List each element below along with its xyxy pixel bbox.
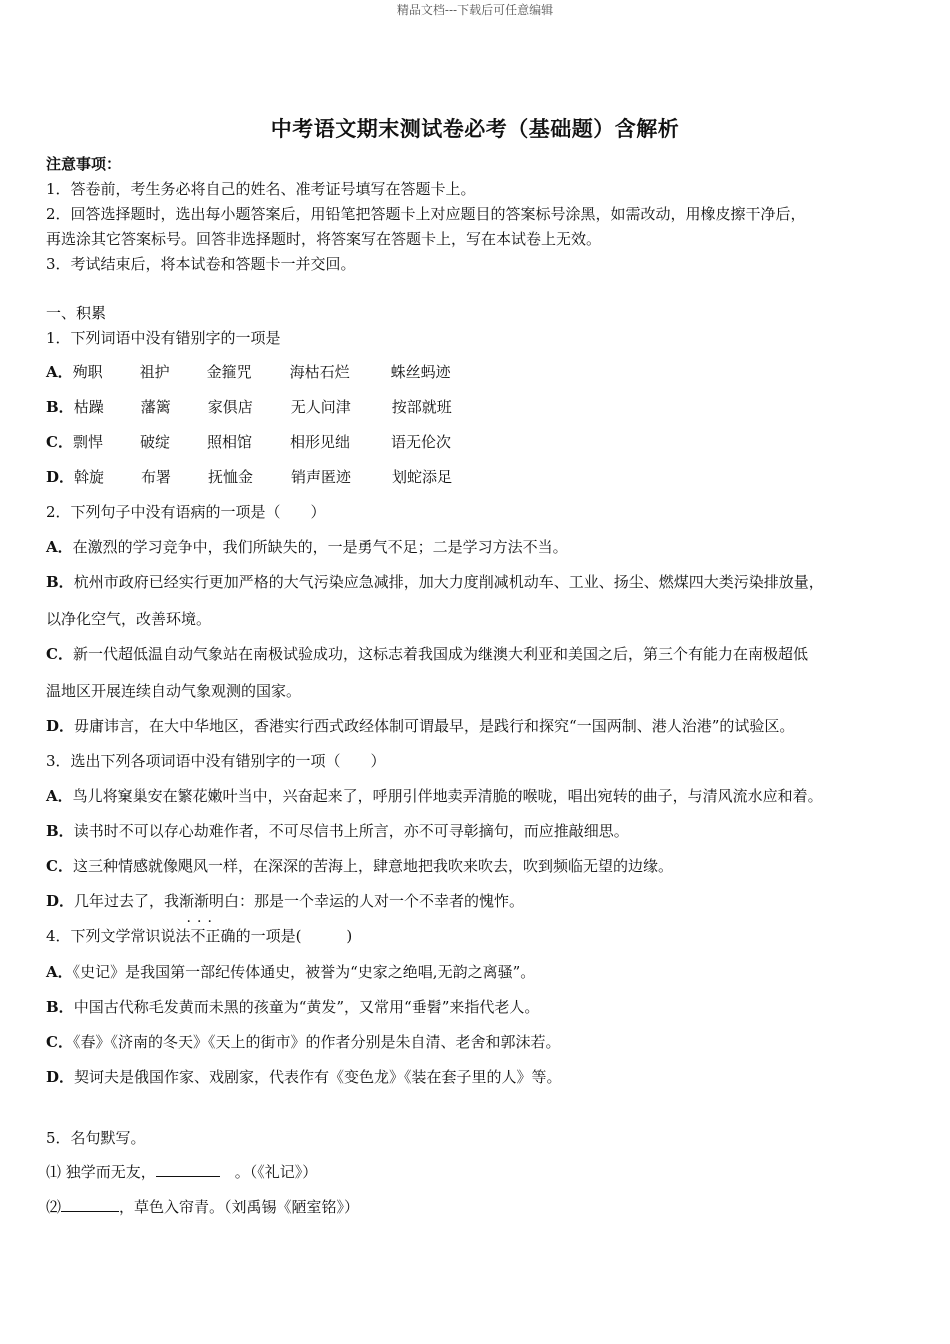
- option-word: 按部就班: [391, 398, 452, 416]
- q1-option-row: [46, 432, 910, 452]
- q2-stem: 2．下列句子中没有语病的一项是（ ）: [46, 503, 326, 521]
- notice-item: 3．考试结束后，将本试卷和答题卡一并交回。: [46, 255, 356, 273]
- q3-option-b: [46, 821, 910, 841]
- option-letter: B．: [46, 398, 74, 416]
- option-letter: D．: [46, 468, 75, 486]
- q2-option-b: [46, 572, 910, 592]
- q4-option-b: [46, 997, 910, 1017]
- q1-option-row: [46, 397, 910, 417]
- option-text: 几年过去了，我渐渐明白：那是一个幸运的人对一个不幸者的愧怍。: [74, 892, 525, 910]
- header-note: 精品文档---下载后可任意编辑: [396, 3, 554, 17]
- option-word: 语无伦次: [390, 433, 451, 451]
- option-text: 毋庸讳言，在大中华地区，香港实行西式政经体制可谓最早，是践行和探究“一国两制、港人治港”的试验区。: [74, 717, 795, 735]
- option-text: 《史记》是我国第一部纪传体通史，被誉为“史家之绝唱,无韵之离骚”。: [72, 963, 536, 981]
- q3-option-c: [46, 856, 910, 876]
- option-word: 破绽: [139, 433, 170, 451]
- q3-option-a: [46, 786, 910, 806]
- notice-item: 2．回答选择题时，选出每小题答案后，用铅笔把答题卡上对应题目的答案标号涂黑，如需改动，用橡皮擦干净后，: [46, 205, 806, 223]
- q4-option-d: [46, 1067, 910, 1087]
- answer-blank[interactable]: [156, 1162, 220, 1177]
- option-letter: C．: [46, 1033, 73, 1051]
- q4-option-c: [46, 1032, 910, 1052]
- option-letter: B．: [46, 822, 74, 840]
- option-letter: C．: [46, 433, 73, 451]
- option-word: 祖护: [139, 363, 170, 381]
- option-letter: D．: [46, 1068, 75, 1086]
- option-text: 鸟儿将窠巢安在繁花嫩叶当中，兴奋起来了，呼朋引伴地卖弄清脆的喉咙，唱出宛转的曲子，与清风流水应和着。: [72, 787, 823, 805]
- option-word: 枯躁: [73, 398, 104, 416]
- option-word: 照相馆: [206, 433, 252, 451]
- option-letter: B．: [46, 573, 74, 591]
- notice-item: 1．答卷前，考生务必将自己的姓名、准考证号填写在答题卡上。: [46, 180, 476, 198]
- option-word: 家俱店: [207, 398, 253, 416]
- q5-item-2: [46, 1197, 910, 1217]
- option-text: 新一代超低温自动气象站在南极试验成功，这标志着我国成为继澳大利亚和美国之后，第三个有能力在南极超低: [72, 645, 808, 663]
- option-word: 剽悍: [72, 433, 103, 451]
- q3-option-d: [46, 891, 910, 911]
- q5-item-text: ⑵: [46, 1198, 62, 1216]
- option-word: 殉职: [72, 363, 103, 381]
- notice-heading: 注意事项：: [46, 155, 122, 173]
- option-letter: D．: [46, 717, 75, 735]
- emphasis-text: 不正确: [190, 927, 236, 945]
- option-word: 斡旋: [74, 468, 105, 486]
- option-word: 布署: [141, 468, 172, 486]
- option-word: 抚恤金: [208, 468, 254, 486]
- option-letter: A．: [46, 538, 73, 556]
- option-text: 契诃夫是俄国作家、戏剧家，代表作有《变色龙》《装在套子里的人》等。: [74, 1068, 562, 1086]
- q2-option-b-cont: 以净化空气，改善环境。: [46, 610, 212, 628]
- section-heading: 一、积累: [46, 304, 107, 322]
- option-text: 在激烈的学习竞争中，我们所缺失的，一是勇气不足；二是学习方法不当。: [72, 538, 568, 556]
- option-text: 中国古代称毛发黄而未黑的孩童为“黄发”，又常用“垂髫”来指代老人。: [73, 998, 540, 1016]
- option-text: 读书时不可以存心劫难作者，不可尽信书上所言，亦不可寻彰摘句，而应推敲细思。: [73, 822, 629, 840]
- q2-option-c-cont: 温地区开展连续自动气象观测的国家。: [46, 682, 302, 700]
- q4-stem-pre: 4．下列文学常识说法: [46, 927, 191, 945]
- q4-stem: [46, 914, 910, 946]
- option-word: 销声匿迹: [291, 468, 352, 486]
- option-letter: A．: [46, 363, 73, 381]
- q4-option-a: [46, 962, 910, 982]
- option-word: 藩篱: [140, 398, 171, 416]
- q4-stem-post: 的一项是( ): [235, 927, 353, 945]
- option-letter: C．: [46, 645, 73, 663]
- option-word: 金箍咒: [206, 363, 252, 381]
- q1-stem: 1．下列词语中没有错别字的一项是: [46, 329, 281, 347]
- q5-stem: 5．名句默写。: [46, 1129, 146, 1147]
- emphasis-dots: ···: [186, 914, 218, 930]
- option-word: 相形见绌: [289, 433, 350, 451]
- q2-option-d: [46, 716, 910, 736]
- option-letter: A．: [46, 963, 73, 981]
- q5-item-text: 。（《礼记》）: [219, 1163, 318, 1181]
- option-letter: A．: [46, 787, 73, 805]
- option-text: 《春》《济南的冬天》《天上的街市》的作者分别是朱自清、老舍和郭沫若。: [72, 1033, 561, 1051]
- option-word: 蛛丝蚂迹: [390, 363, 451, 381]
- answer-blank[interactable]: [61, 1197, 119, 1212]
- option-letter: D．: [46, 892, 75, 910]
- option-word: 划蛇添足: [392, 468, 453, 486]
- q5-item-text: ，草色入帘青。（刘禹锡《陋室铭》）: [119, 1198, 360, 1216]
- q1-option-row: [46, 467, 910, 487]
- notice-item: 再选涂其它答案标号。回答非选择题时，将答案写在答题卡上，写在本试卷上无效。: [46, 230, 602, 248]
- option-word: 无人问津: [290, 398, 351, 416]
- q1-option-row: [46, 362, 910, 382]
- q3-stem: 3．选出下列各项词语中没有错别字的一项（ ）: [46, 752, 386, 770]
- option-text: 杭州市政府已经实行更加严格的大气污染应急减排，加大力度削减机动车、工业、扬尘、燃煤四大类污染排放量，: [73, 573, 824, 591]
- q2-option-c: [46, 644, 910, 664]
- page-title: 中考语文期末测试卷必考（基础题）含解析: [270, 117, 680, 141]
- option-letter: B．: [46, 998, 74, 1016]
- option-letter: C．: [46, 857, 73, 875]
- q5-item-text: ⑴ 独学而无友，: [46, 1163, 156, 1181]
- option-text: 这三种情感就像飓风一样，在深深的苦海上，肆意地把我吹来吹去，吹到频临无望的边缘。: [72, 857, 673, 875]
- q5-item-1: [46, 1162, 910, 1182]
- emphasis-word: [186, 914, 236, 946]
- q2-option-a: [46, 537, 910, 557]
- option-word: 海枯石烂: [289, 363, 350, 381]
